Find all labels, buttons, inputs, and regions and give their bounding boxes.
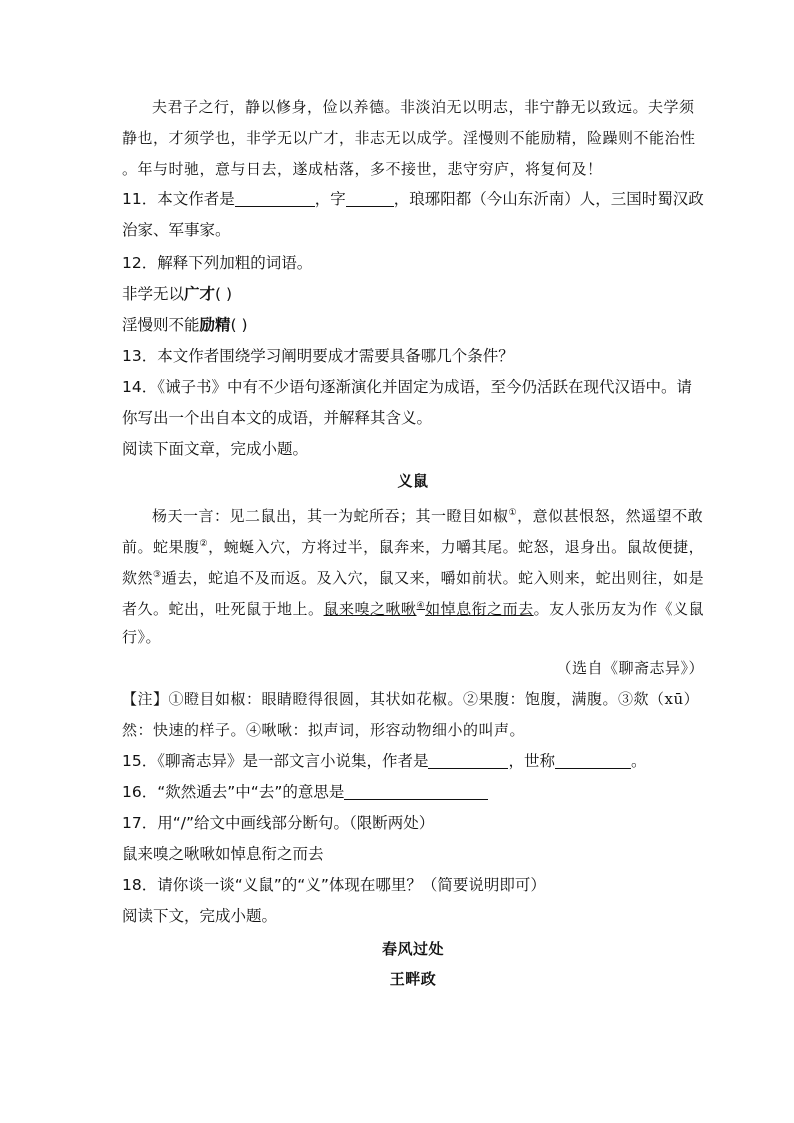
underlined-text: 鼠来嗅之啾啾 [323,600,417,618]
footnote-line: 然：快速的样子。④啾啾：拟声词，形容动物细小的叫声。 [122,721,526,739]
q15-text: 15．《聊斋志异》是一部文言小说集，作者是 [122,752,429,770]
q12-title: 12．解释下列加粗的词语。 [122,254,313,272]
question-16 [122,777,704,808]
answer-brackets[interactable]: ( ) [215,285,233,303]
q17-sentence: 鼠来嗅之啾啾如悼息衔之而去 [122,845,324,863]
title-text: 义鼠 [397,472,429,490]
answer-blank[interactable] [555,750,631,769]
q11-text: ，字 [314,190,346,208]
question-18 [122,870,704,901]
text: ，蜿蜒入穴，方将过半，鼠奔来，力嚼其尾。蛇怒，退身出。鼠故便捷， [208,538,705,556]
question-15 [122,746,704,777]
question-14 [122,372,704,434]
passage-2 [122,498,704,684]
footnote [122,684,704,746]
answer-blank[interactable] [428,750,508,769]
bold-term: 广才 [184,285,216,303]
answer-blank[interactable] [346,188,394,207]
question-11 [122,184,704,246]
text: 杨天一言：见二鼠出，其一为蛇所吞；其一瞪目如椒 [152,507,509,525]
title-text: 春风过处 [381,940,444,958]
q12-item-2 [122,310,704,341]
passage-1 [122,92,704,185]
passage-2-line: 行》。 [122,628,162,646]
footnote-mark: ② [199,539,209,549]
reading-intro [122,901,704,932]
text: 前。蛇果腹 [122,538,200,556]
passage-2-line [122,560,704,591]
q15-text: ，世称 [508,752,555,770]
q14-text: 14．《诫子书》中有不少语句逐渐演化并固定为成语，至今仍活跃在现代汉语中。请 [122,378,692,396]
q12-item-1 [122,279,704,310]
bold-term: 励精 [199,316,231,334]
footnote-mark: ③ [153,570,162,580]
underlined-text: 如悼息衔之而去 [425,600,534,618]
footnote-mark: ① [508,508,518,518]
passage-2-title [122,466,704,497]
passage-2-line [122,529,704,560]
passage-2-line [122,498,704,529]
passage-2-line [122,591,704,622]
intro-text: 阅读下面文章，完成小题。 [122,440,309,458]
q12-text: 淫慢则不能 [122,316,200,334]
source-citation: （选自《聊斋志异》） [556,659,704,677]
q13-text: 13．本文作者围绕学习阐明要成才需要具备哪几个条件？ [122,347,514,365]
q18-text: 18．请你谈一谈“义鼠”的“义”体现在哪里？（简要说明即可） [122,876,546,894]
text: 。友人张历友为作《义鼠 [533,600,705,618]
passage-1-line: 静也，才须学也，非学无以广才，非志无以成学。淫慢则不能励精，险躁则不能治性 [122,129,696,147]
question-17 [122,808,704,870]
answer-brackets[interactable]: ( ) [230,316,248,334]
q16-text: 16．“欻然遁去”中“去”的意思是 [122,783,345,801]
q14-text: 你写出一个出自本文的成语，并解释其含义。 [122,409,433,427]
question-12 [122,248,704,341]
text: ，意似甚恨怒，然遥望不敢 [517,507,704,525]
passage-1-line: 夫君子之行，静以修身，俭以养德。非淡泊无以明志，非宁静无以致远。夫学须 [152,98,695,116]
q12-text: 非学无以 [122,285,185,303]
author-text: 王畔政 [389,970,437,988]
passage-3-title [122,934,704,965]
footnote-mark: ④ [416,601,426,611]
footnote-line: 【注】①瞪目如椒：眼睛瞪得很圆，其状如花椒。②果腹：饱腹，满腹。③欻（xū） [122,690,700,708]
reading-intro [122,434,704,465]
passage-1-line: 。年与时驰，意与日去，遂成枯落，多不接世，悲守穷庐，将复何及！ [122,160,603,178]
q11-text: ，琅琊阳都（今山东沂南）人，三国时蜀汉政 [393,190,704,208]
intro-text: 阅读下文，完成小题。 [122,907,278,925]
text: 者久。蛇出，吐死鼠于地上。 [122,600,324,618]
q11-text: 11．本文作者是 [122,190,235,208]
q15-text: 。 [631,752,647,770]
question-13 [122,341,704,372]
passage-3-author [122,964,704,995]
text: 欻然 [122,569,154,587]
answer-blank[interactable] [235,188,315,207]
text: 遁去，蛇追不及而返。及入穴，鼠又来，嚼如前状。蛇入则来，蛇出则往，如是 [161,569,705,587]
q17-title: 17．用“/”给文中画线部分断句。（限断两处） [122,814,435,832]
q11-text: 治家、军事家。 [122,221,231,239]
answer-blank[interactable] [344,781,488,800]
